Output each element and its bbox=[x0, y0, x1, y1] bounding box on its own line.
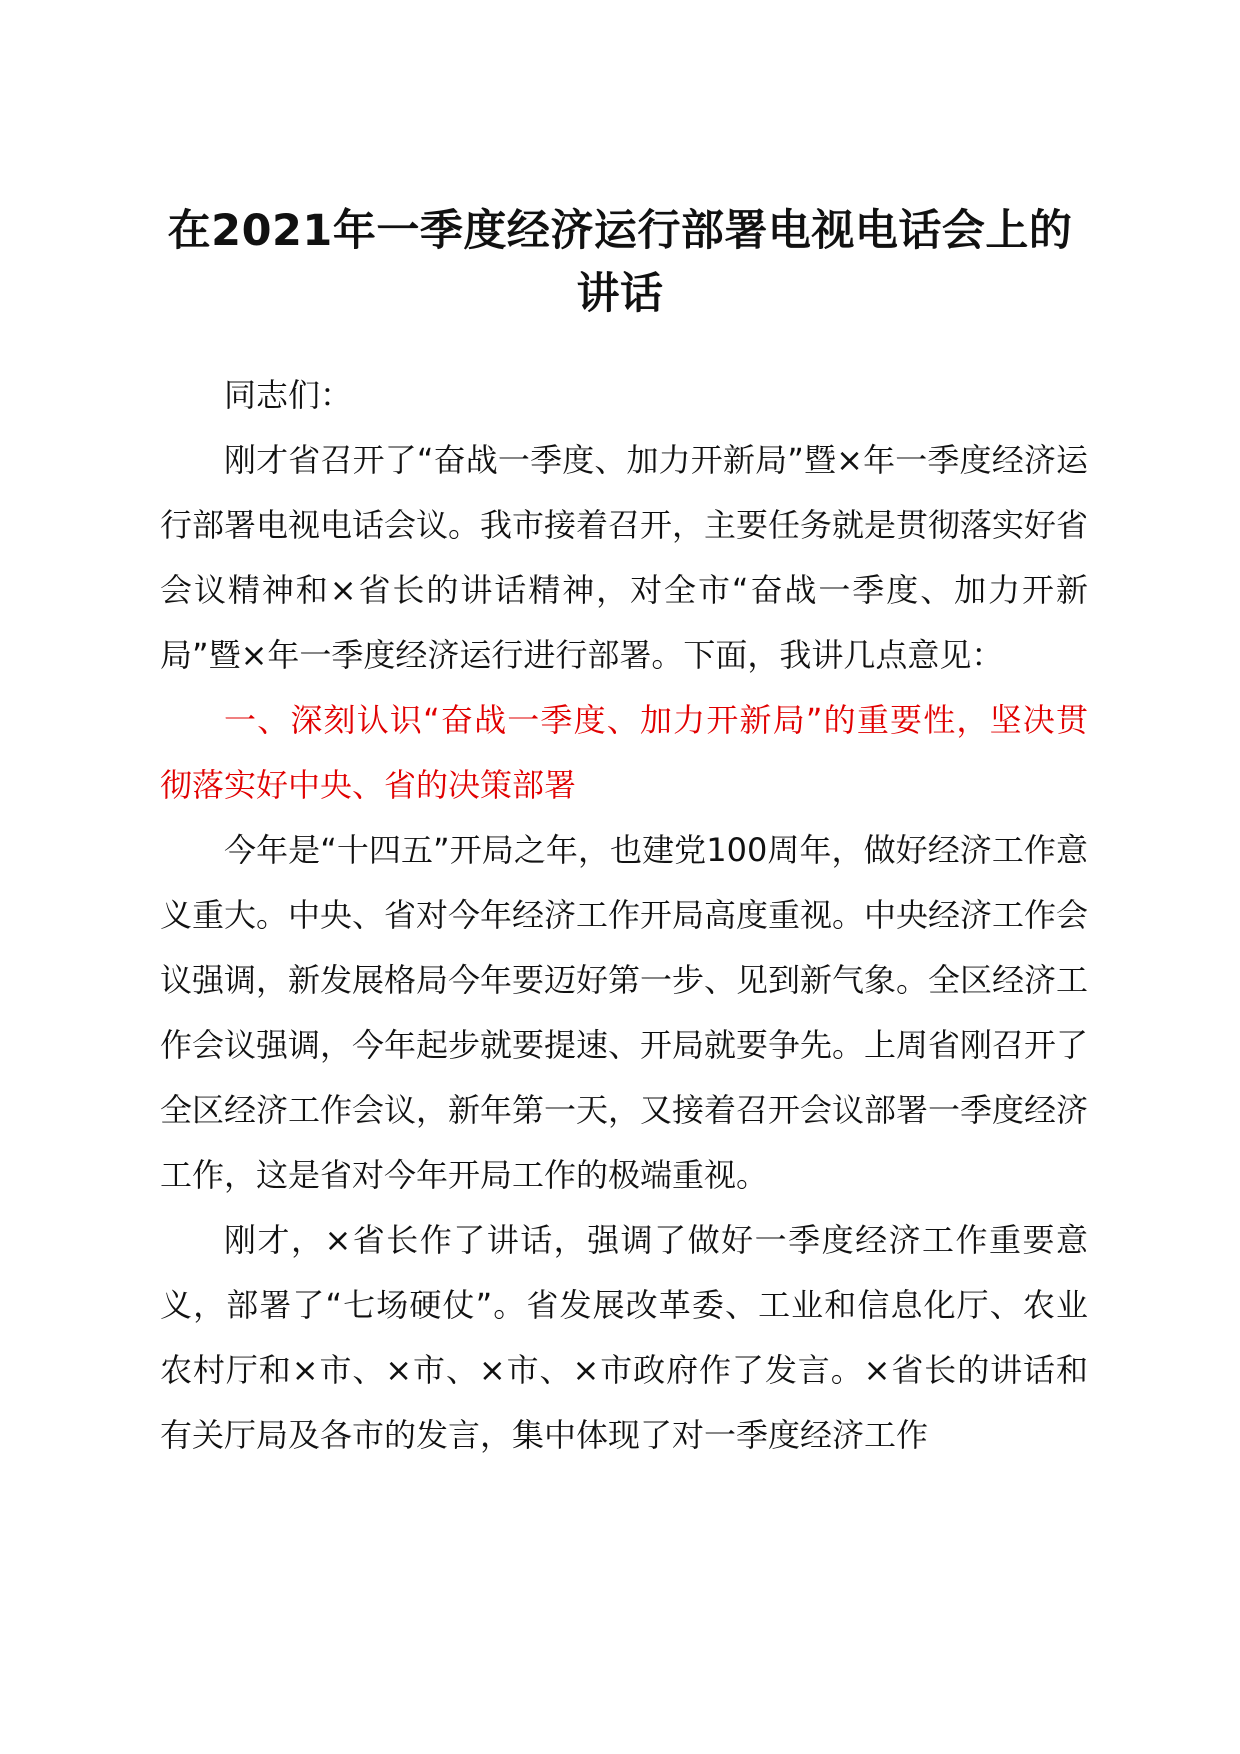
paragraph-context: 今年是“十四五”开局之年，也建党100周年，做好经济工作意义重大。中央、省对今年经济工作开局高度重视。中央经济工作会议强调，新发展格局今年要迈好第一步、见到新气象。全区经济工作会议强调，今年起步就要提速、开局就要争先。上周省刚召开了全区经济工作会议，新年第一天，又接着召开会议部署一季度经济工作，这是省对今年开局工作的极端重视。 bbox=[160, 831, 1089, 1194]
document-body bbox=[160, 363, 1088, 1468]
paragraph-intro: 刚才省召开了“奋战一季度、加力开新局”暨×年一季度经济运行部署电视电话会议。我市接着召开，主要任务就是贯彻落实好省会议精神和×省长的讲话精神，对全市“奋战一季度、加力开新局”暨×年一季度经济运行进行部署。下面，我讲几点意见： bbox=[160, 441, 1089, 674]
paragraph-speech-summary: 刚才，×省长作了讲话，强调了做好一季度经济工作重要意义，部署了“七场硬仗”。省发展改革委、工业和信息化厅、农业农村厅和×市、×市、×市、×市政府作了发言。×省长的讲话和有关厅局及各市的发言，集中体现了对一季度经济工作 bbox=[160, 1221, 1088, 1454]
section-heading-1: 一、深刻认识“奋战一季度、加力开新局”的重要性，坚决贯彻落实好中央、省的决策部署 bbox=[160, 701, 1088, 804]
document-title: 在2021年一季度经济运行部署电视电话会上的讲话 bbox=[167, 206, 1073, 319]
salutation: 同志们： bbox=[224, 376, 353, 414]
